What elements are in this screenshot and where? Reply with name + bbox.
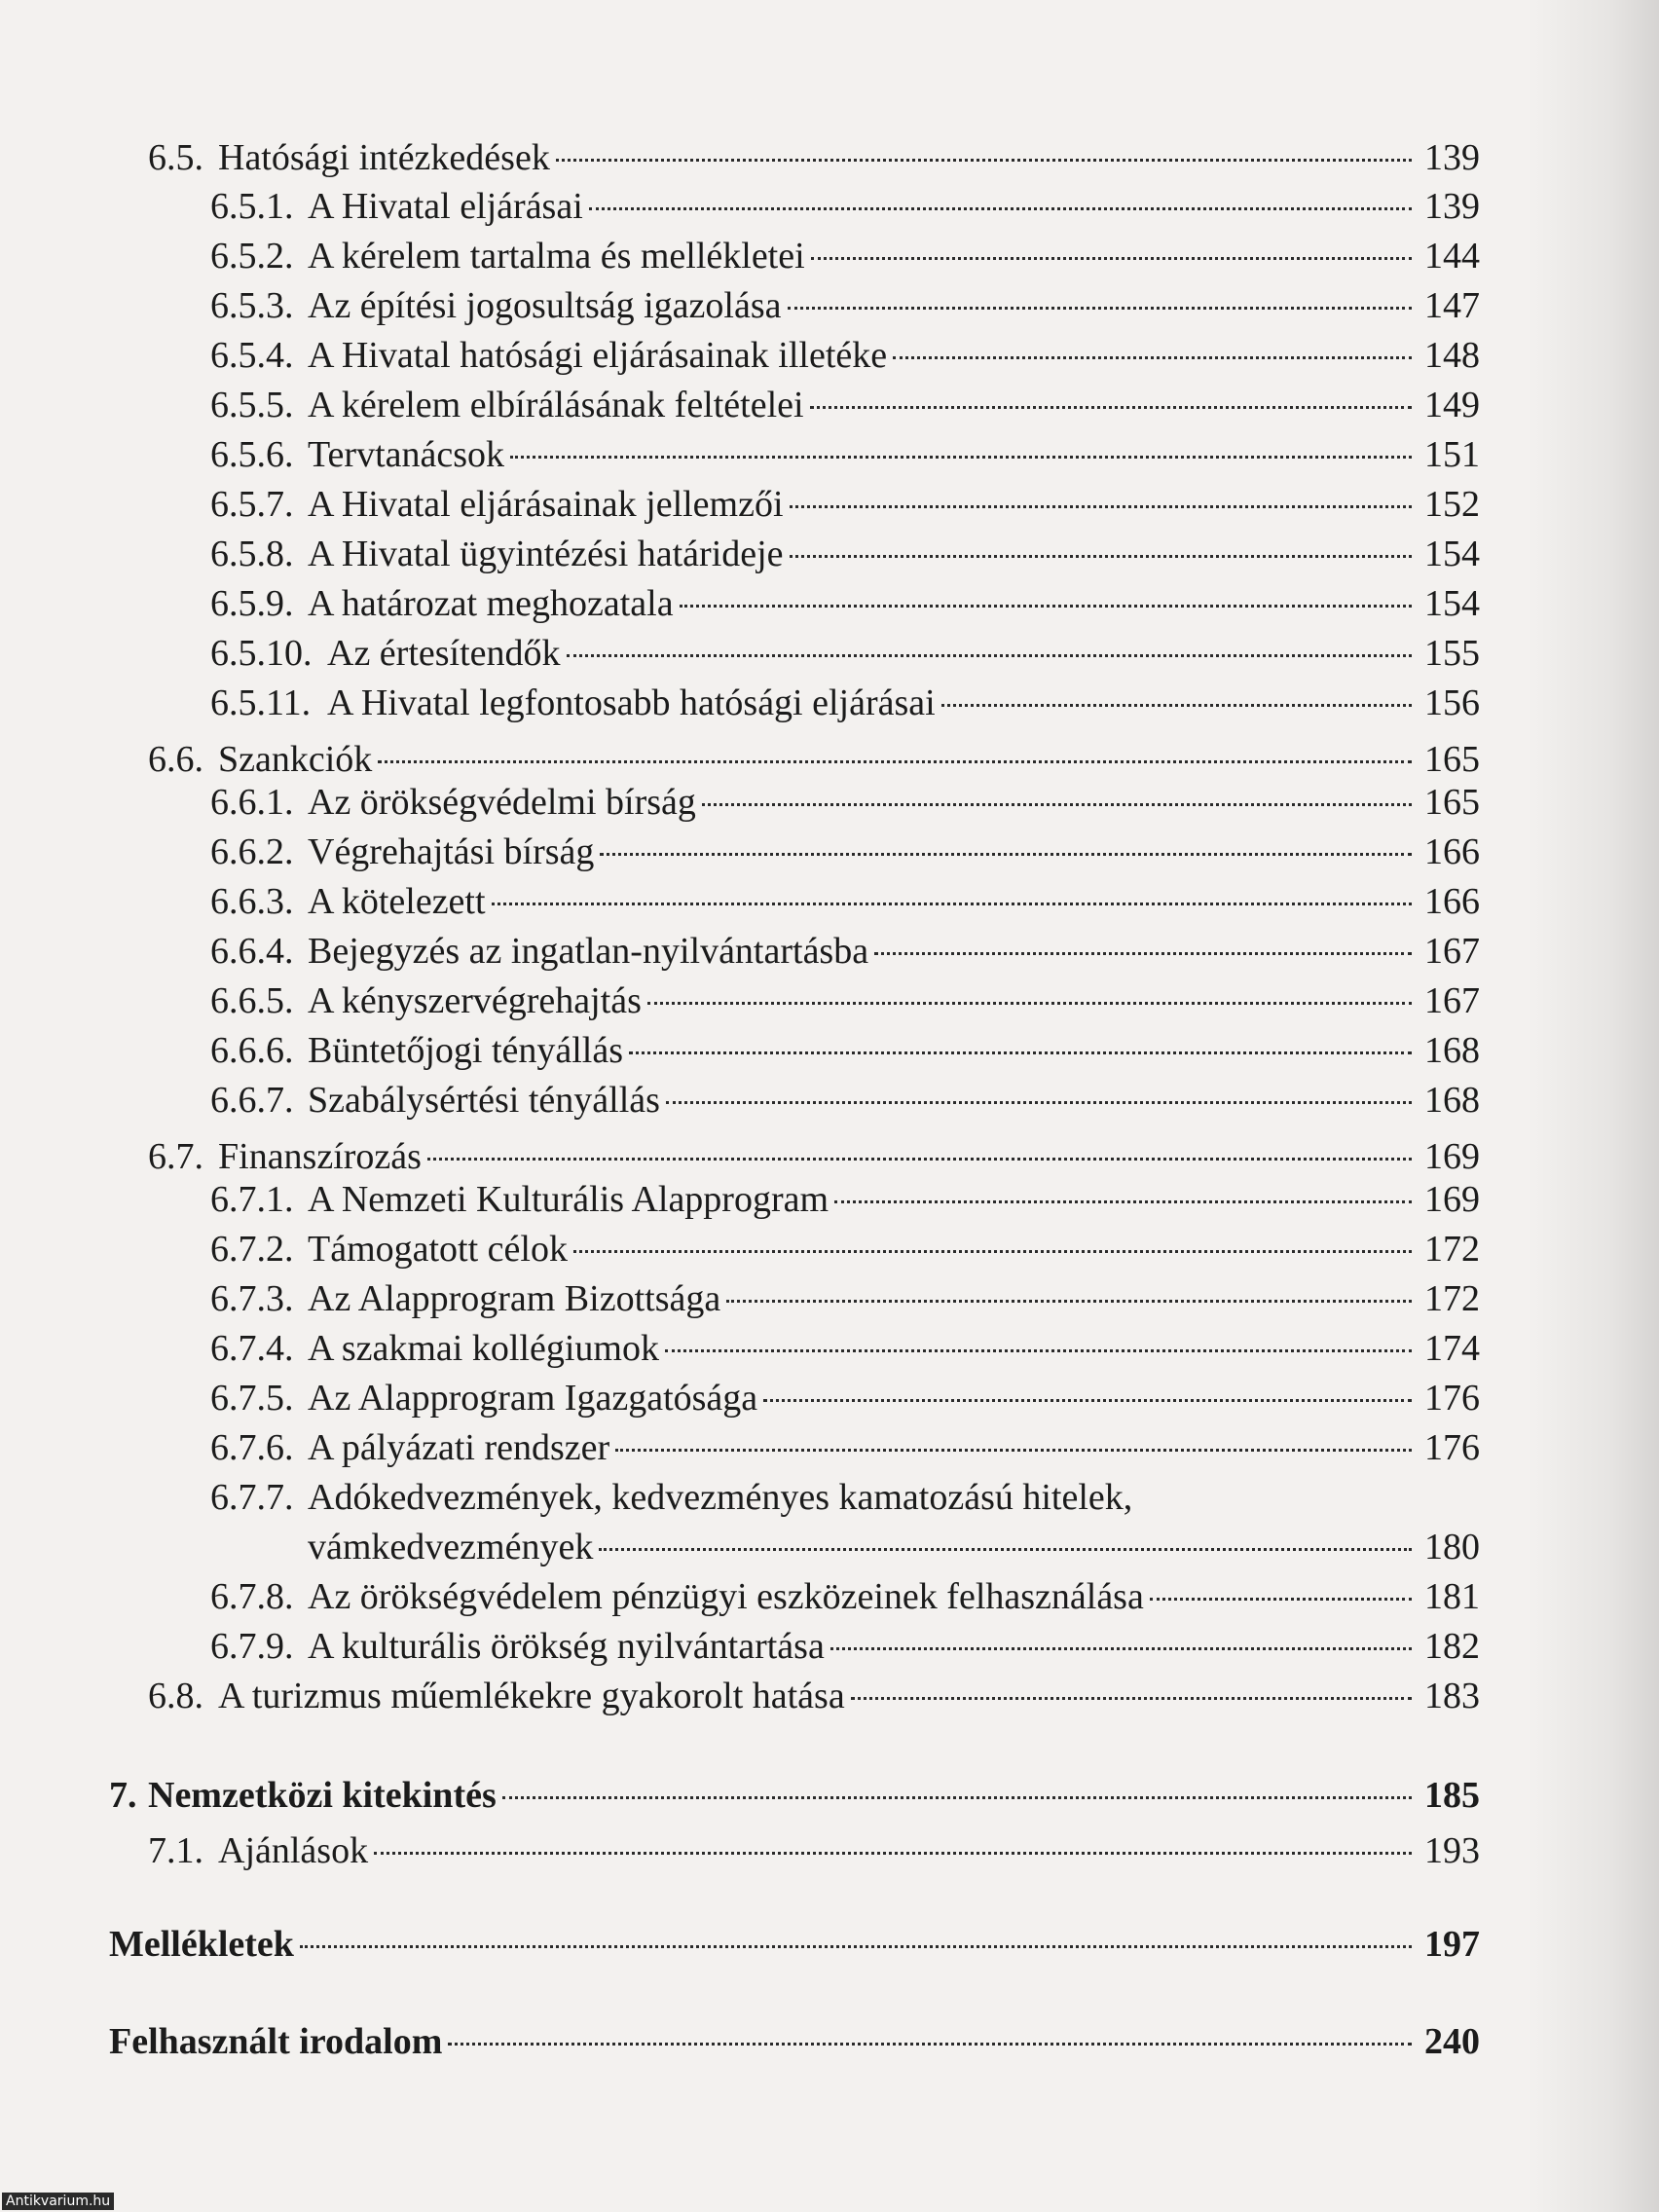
toc-entry-page: 168 [1424, 1030, 1480, 1071]
toc-entry-title: A határozat meghozatala [308, 583, 674, 624]
toc-entry-number: 6.6.4. [210, 931, 294, 972]
toc-entry-title: A pályázati rendszer [308, 1427, 610, 1468]
toc-entry-6-6-6 [109, 1029, 1480, 1072]
toc-entry-title: A Hivatal ügyintézési határideje [308, 534, 784, 574]
toc-entry-6-6-5 [109, 979, 1480, 1022]
toc-entry-title: Végrehajtási bírság [308, 831, 595, 872]
toc-entry-number: 6.7.4. [210, 1328, 294, 1369]
toc-entry-page: 144 [1424, 236, 1480, 276]
toc-entry-page: 181 [1424, 1576, 1480, 1617]
toc-entry-page: 240 [1424, 2021, 1480, 2062]
toc-entry-page: 180 [1424, 1527, 1480, 1567]
toc-entry-number: 6.5.7. [210, 484, 294, 525]
dot-leader [599, 1548, 1412, 1551]
toc-entry-6-5-9 [109, 582, 1480, 625]
toc-entry-title: A Hivatal legfontosabb hatósági eljárásai [327, 682, 936, 723]
toc-entry-title: Adókedvezmények, kedvezményes kamatozású hitelek, [308, 1477, 1133, 1518]
toc-entry-title: Az örökségvédelem pénzügyi eszközeinek felhasználása [308, 1576, 1144, 1617]
toc-entry-number: 6.7.5. [210, 1378, 294, 1419]
toc-entry-page: 183 [1424, 1676, 1480, 1716]
toc-entry-number: 6.7.6. [210, 1427, 294, 1468]
dot-leader [665, 1349, 1412, 1352]
toc-entry-number: 6.6.1. [210, 782, 294, 823]
toc-entry-page: 174 [1424, 1328, 1480, 1369]
dot-leader [510, 456, 1412, 459]
toc-entry-title: A Hivatal eljárásainak jellemzői [308, 484, 784, 525]
toc-entry-6-5-8 [109, 533, 1480, 575]
dot-leader [567, 654, 1412, 657]
toc-entry-bibliography [109, 2020, 1480, 2063]
toc-entry-page: 155 [1424, 633, 1480, 674]
toc-entry-title: Szankciók [218, 739, 373, 780]
toc-entry-title: Büntetőjogi tényállás [308, 1030, 624, 1071]
dot-leader [502, 1796, 1412, 1799]
toc-entry-number: 6.7.8. [210, 1576, 294, 1617]
dot-leader [300, 1945, 1412, 1948]
toc-entry-number: 6.7.7. [210, 1477, 294, 1518]
toc-entry-title: A kötelezett [308, 881, 486, 922]
dot-leader [830, 1647, 1412, 1650]
toc-entry-6-7-8 [109, 1575, 1480, 1618]
toc-entry-6-5-6 [109, 433, 1480, 476]
toc-entry-page: 169 [1424, 1136, 1480, 1177]
toc-entry-title: A Hivatal eljárásai [308, 186, 583, 227]
toc-entry-6-5-1 [109, 185, 1480, 228]
dot-leader [573, 1250, 1412, 1253]
toc-entry-6-7-7-continued [109, 1526, 1480, 1568]
dot-leader [600, 853, 1412, 856]
toc-entry-6-6-2 [109, 830, 1480, 873]
toc-entry-page: 182 [1424, 1626, 1480, 1667]
toc-entry-6-5-5 [109, 384, 1480, 426]
dot-leader [492, 903, 1412, 905]
toc-entry-number: 6.8. [148, 1676, 203, 1716]
toc-entry-7-1 [109, 1829, 1480, 1872]
toc-entry-title: Az értesítendők [327, 633, 561, 674]
toc-entry-title: Finanszírozás [218, 1136, 422, 1177]
toc-entry-number: 6.6.3. [210, 881, 294, 922]
toc-entry-page: 139 [1424, 186, 1480, 227]
toc-entry-6-6-3 [109, 880, 1480, 923]
dot-leader [834, 1200, 1412, 1203]
dot-leader [788, 307, 1413, 310]
toc-entry-page: 168 [1424, 1080, 1480, 1121]
toc-entry-number: 6.5. [148, 137, 203, 178]
dot-leader [448, 2043, 1412, 2046]
dot-leader [851, 1697, 1412, 1700]
toc-entry-6-7-9 [109, 1625, 1480, 1668]
toc-entry-6-6-7 [109, 1079, 1480, 1122]
toc-entry-number: 6.6.6. [210, 1030, 294, 1071]
toc-entry-title: Nemzetközi kitekintés [148, 1775, 497, 1816]
dot-leader [666, 1101, 1412, 1104]
toc-entry-title: Szabálysértési tényállás [308, 1080, 660, 1121]
toc-entry-title: A turizmus műemlékekre gyakorolt hatása [218, 1676, 845, 1716]
toc-entry-title: A kulturális örökség nyilvántartása [308, 1626, 825, 1667]
dot-leader [763, 1399, 1412, 1402]
toc-entry-page: 156 [1424, 682, 1480, 723]
dot-leader [810, 406, 1412, 409]
dot-leader [374, 1852, 1412, 1855]
toc-entry-page: 185 [1424, 1775, 1480, 1816]
toc-entry-6-5 [109, 136, 1480, 179]
toc-entry-6-7 [109, 1135, 1480, 1178]
dot-leader [589, 207, 1412, 210]
toc-entry-number: 6.5.10. [210, 633, 313, 674]
toc-entry-7 [109, 1774, 1480, 1817]
toc-entry-number: 6.7.9. [210, 1626, 294, 1667]
toc-entry-number: 7.1. [148, 1830, 203, 1871]
toc-entry-title: Bejegyzés az ingatlan-nyilvántartásba [308, 931, 869, 972]
toc-entry-6-7-7 [109, 1476, 1480, 1519]
toc-entry-title: A kényszervégrehajtás [308, 980, 642, 1021]
toc-entry-title: Mellékletek [109, 1924, 294, 1965]
toc-entry-6-6-1 [109, 781, 1480, 824]
toc-entry-page: 176 [1424, 1427, 1480, 1468]
toc-entry-page: 148 [1424, 335, 1480, 376]
dot-leader [427, 1158, 1412, 1161]
toc-entry-6-7-4 [109, 1327, 1480, 1370]
toc-entry-number: 6.6.5. [210, 980, 294, 1021]
toc-entry-page: 154 [1424, 534, 1480, 574]
toc-entry-page: 139 [1424, 137, 1480, 178]
toc-entry-number: 6.5.4. [210, 335, 294, 376]
toc-entry-title: Az építési jogosultság igazolása [308, 285, 782, 326]
toc-entry-page: 172 [1424, 1278, 1480, 1319]
toc-entry-number: 6.5.6. [210, 434, 294, 475]
dot-leader [941, 704, 1412, 707]
toc-entry-number: 6.7.1. [210, 1179, 294, 1220]
dot-leader [1150, 1598, 1412, 1601]
watermark: Antikvarium.hu [2, 2193, 114, 2210]
dot-leader [556, 159, 1412, 162]
toc-entry-page: 169 [1424, 1179, 1480, 1220]
toc-entry-number: 6.7.3. [210, 1278, 294, 1319]
dot-leader [647, 1002, 1412, 1005]
toc-entry-6-7-3 [109, 1277, 1480, 1320]
toc-entry-title: A kérelem tartalma és mellékletei [308, 236, 805, 276]
dot-leader [790, 505, 1412, 508]
dot-leader [726, 1300, 1412, 1303]
toc-entry-page: 176 [1424, 1378, 1480, 1419]
toc-entry-page: 166 [1424, 831, 1480, 872]
toc-entry-page: 154 [1424, 583, 1480, 624]
toc-entry-6-5-2 [109, 235, 1480, 277]
toc-entry-number: 6.5.5. [210, 385, 294, 425]
toc-entry-page: 172 [1424, 1229, 1480, 1270]
toc-entry-6-5-4 [109, 334, 1480, 377]
toc-entry-title: Az Alapprogram Igazgatósága [308, 1378, 758, 1419]
toc-entry-6-7-1 [109, 1178, 1480, 1221]
toc-entry-title: Ajánlások [218, 1830, 369, 1871]
toc-entry-6-5-7 [109, 483, 1480, 526]
toc-entry-title: A kérelem elbírálásának feltételei [308, 385, 804, 425]
dot-leader [680, 605, 1412, 608]
toc-entry-page: 197 [1424, 1924, 1480, 1965]
toc-entry-page: 152 [1424, 484, 1480, 525]
toc-entry-page: 167 [1424, 931, 1480, 972]
toc-entry-number: 6.5.11. [210, 682, 312, 723]
toc-entry-6-5-11 [109, 682, 1480, 724]
toc-entry-title: Felhasznált irodalom [109, 2021, 443, 2062]
dot-leader [629, 1051, 1412, 1054]
dot-leader [874, 952, 1412, 955]
toc-entry-number: 6.5.1. [210, 186, 294, 227]
toc-entry-6-7-6 [109, 1426, 1480, 1469]
toc-entry-page: 151 [1424, 434, 1480, 475]
toc-entry-number: 6.7.2. [210, 1229, 294, 1270]
toc-entry-6-7-5 [109, 1377, 1480, 1419]
toc-entry-title: Hatósági intézkedések [218, 137, 550, 178]
toc-entry-number: 7. [109, 1775, 137, 1816]
toc-entry-6-8 [109, 1675, 1480, 1717]
toc-entry-number: 6.5.8. [210, 534, 294, 574]
dot-leader [811, 257, 1412, 260]
toc-entry-6-7-2 [109, 1228, 1480, 1271]
toc-entry-title: A Nemzeti Kulturális Alapprogram [308, 1179, 830, 1220]
toc-entry-number: 6.6.7. [210, 1080, 294, 1121]
toc-entry-title: Az örökségvédelmi bírság [308, 782, 696, 823]
dot-leader [615, 1449, 1412, 1452]
toc-entry-page: 165 [1424, 782, 1480, 823]
toc-entry-title: A szakmai kollégiumok [308, 1328, 659, 1369]
toc-entry-title: Támogatott célok [308, 1229, 568, 1270]
toc-entry-title: Az Alapprogram Bizottsága [308, 1278, 721, 1319]
toc-entry-appendices [109, 1923, 1480, 1966]
dot-leader [702, 803, 1412, 806]
toc-entry-6-6 [109, 738, 1480, 781]
toc-entry-number: 6.6. [148, 739, 203, 780]
toc-entry-number: 6.7. [148, 1136, 203, 1177]
toc-entry-number: 6.6.2. [210, 831, 294, 872]
toc-entry-number: 6.5.2. [210, 236, 294, 276]
toc-entry-6-5-3 [109, 284, 1480, 327]
dot-leader [893, 356, 1412, 359]
toc-entry-number: 6.5.3. [210, 285, 294, 326]
toc-entry-page: 147 [1424, 285, 1480, 326]
toc-entry-number: 6.5.9. [210, 583, 294, 624]
toc-entry-title: Tervtanácsok [308, 434, 505, 475]
toc-entry-6-6-4 [109, 930, 1480, 973]
toc-entry-page: 165 [1424, 739, 1480, 780]
toc-entry-title: A Hivatal hatósági eljárásainak illetéke [308, 335, 888, 376]
toc-entry-6-5-10 [109, 632, 1480, 675]
toc-entry-page: 166 [1424, 881, 1480, 922]
toc-entry-page: 193 [1424, 1830, 1480, 1871]
dot-leader [790, 555, 1412, 558]
toc-entry-page: 167 [1424, 980, 1480, 1021]
toc-entry-title: vámkedvezmények [308, 1527, 594, 1567]
dot-leader [378, 760, 1412, 763]
toc-entry-page: 149 [1424, 385, 1480, 425]
